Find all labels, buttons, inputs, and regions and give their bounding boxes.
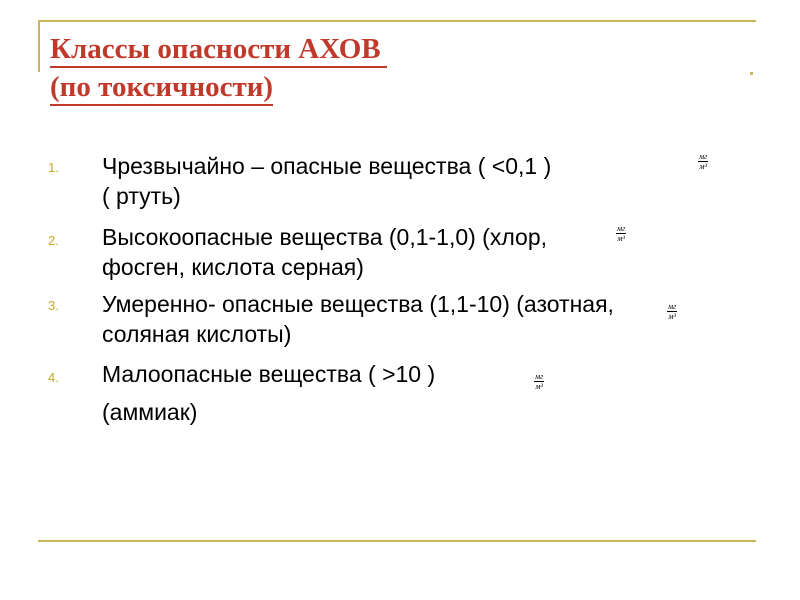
slide-title-line1: Классы опасности АХОВ [50,32,387,68]
left-rule [38,20,40,72]
list-number-3: 3. [48,298,59,313]
bottom-rule [38,540,756,542]
item-4-line2: (аммиак) [102,399,198,425]
unit-fraction-3 [667,302,677,321]
unit-numerator: мг [617,224,626,233]
item-2-line2: фосген, кислота серная) [102,254,364,280]
item-4-line1: Малоопасные вещества ( >10 ) [102,361,436,387]
unit-numerator: мг [668,302,677,311]
slide-title-line2: (по токсичности) [50,70,273,106]
list-number-1: 1. [48,160,59,175]
item-2-line1: Высокоопасные вещества (0,1-1,0) (хлор, [102,224,547,250]
unit-denominator: м³ [535,382,543,391]
unit-fraction-4 [534,372,544,391]
item-1-line2: ( ртуть) [102,183,181,209]
corner-dot [750,72,753,75]
list-number-2: 2. [48,233,59,248]
unit-numerator: мг [535,372,544,381]
list-number-4: 4. [48,370,59,385]
top-rule [38,20,756,22]
unit-numerator: мг [699,152,708,161]
unit-denominator: м³ [617,234,625,243]
item-3-line2: соляная кислоты) [102,321,292,347]
item-1-line1: Чрезвычайно – опасные вещества ( <0,1 ) [102,153,552,179]
unit-fraction-2 [616,224,626,243]
unit-denominator: м³ [668,312,676,321]
unit-fraction-1 [698,152,708,171]
item-3-line1: Умеренно- опасные вещества (1,1-10) (азотная, [102,291,614,317]
unit-denominator: м³ [699,162,707,171]
